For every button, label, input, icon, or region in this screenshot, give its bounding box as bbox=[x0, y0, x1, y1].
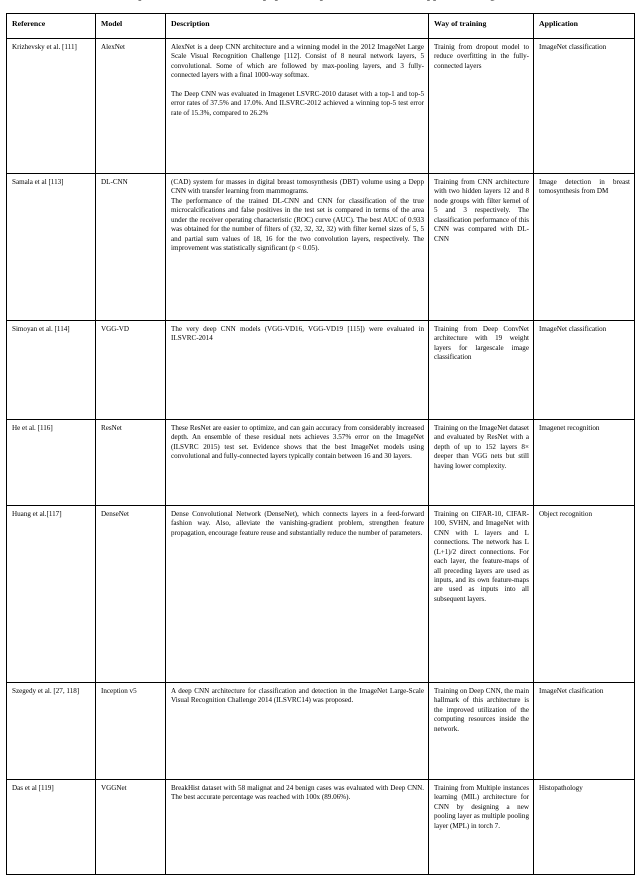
description-paragraph: A deep CNN architecture for classification and detection in the ImageNet Large-Scale Visual Recognition Challenge 2014 (ILSVRC14) was proposed. bbox=[171, 687, 424, 705]
cell-description bbox=[166, 420, 429, 506]
cell-description bbox=[166, 780, 429, 875]
description-paragraph: Dense Convolutional Network (DenseNet), which connects layers in a feed-forward fashion way. Also, alleviate the vanishing-gradient problem, strengthen feature propagation, encourage feature reuse and substantially reduce the number of parameters. bbox=[171, 510, 424, 537]
cell-model: DL-CNN bbox=[96, 174, 166, 321]
description-paragraph: The very deep CNN models (VGG-VD16, VGG-VD19 [115]) were evaluated in ILSVRC-2014 bbox=[171, 325, 424, 343]
cell-application: ImageNet clasification bbox=[534, 683, 635, 780]
cell-way-of-training: Training from Deep ConvNet architecture with 19 weight layers for largescale image classification bbox=[429, 321, 534, 420]
cell-way-of-training: Training on CIFAR-10, CIFAR-100, SVHN, and ImageNet with CNN with L layers and L connections. The network has L (L+1)/2 direct connections. For each layer, the feature-maps of all preceding layers are used as inputs, and its own feature-maps are used as inputs into all subsequent layers. bbox=[429, 506, 534, 683]
cell-reference: Simoyan et al. [114] bbox=[7, 321, 96, 420]
cell-reference: He et al. [116] bbox=[7, 420, 96, 506]
description-paragraph: (CAD) system for masses in digital breast tomosynthesis (DBT) volume using a Depp CNN with transfer learning from mammograms. bbox=[171, 178, 424, 196]
column-header-way-of-training: Way of training bbox=[429, 14, 534, 39]
cell-model: Inception v5 bbox=[96, 683, 166, 780]
cell-application: Imagenet recognition bbox=[534, 420, 635, 506]
cell-application: ImageNet classification bbox=[534, 39, 635, 174]
cell-description bbox=[166, 506, 429, 683]
description-paragraph: AlexNet is a deep CNN architecture and a winning model in the 2012 ImageNet Large Scale Visual Recognition Challenge [112]. Consist of 8 neural network layers, 5 convolutional. Some of which are followed by max-pooling layers, and 3 fully-connected layers with a final 1000-way softmax. bbox=[171, 43, 424, 80]
table-row bbox=[7, 321, 635, 420]
table-row bbox=[7, 780, 635, 875]
cell-reference: Krizhevsky et al. [111] bbox=[7, 39, 96, 174]
cell-model: VGG-VD bbox=[96, 321, 166, 420]
column-header-application: Application bbox=[534, 14, 635, 39]
cell-way-of-training: Training from Multiple instances learning (MIL) architecture for CNN by designing a new pooling layer as multiple pooling layer (MPL) in torch 7. bbox=[429, 780, 534, 875]
table-header-row bbox=[7, 14, 635, 39]
cell-reference: Samala et al [113] bbox=[7, 174, 96, 321]
cell-reference: Szegedy et al. [27, 118] bbox=[7, 683, 96, 780]
column-header-reference: Reference bbox=[7, 14, 96, 39]
table-body bbox=[7, 39, 635, 875]
cell-application: ImageNet classification bbox=[534, 321, 635, 420]
table-row bbox=[7, 420, 635, 506]
table-head bbox=[7, 14, 635, 39]
description-paragraph: BreakHist dataset with 58 malignat and 24 benign cases was evaluated with Deep CNN. The best accurate percentage was reached with 100x (89.06%). bbox=[171, 784, 424, 802]
cell-description bbox=[166, 174, 429, 321]
cell-application: Object recognition bbox=[534, 506, 635, 683]
cnn-architectures-comparison-table bbox=[6, 13, 635, 875]
cell-model: ResNet bbox=[96, 420, 166, 506]
cell-model: VGGNet bbox=[96, 780, 166, 875]
cell-way-of-training: Training on Deep CNN, the main hallmark of this architecture is the improved utilization of the computing resources inside the network. bbox=[429, 683, 534, 780]
cell-way-of-training: Trainig from dropout model to reduce overfitting in the fully-connected layers bbox=[429, 39, 534, 174]
column-header-description: Description bbox=[166, 14, 429, 39]
table-caption bbox=[40, 0, 600, 1]
description-paragraph: These ResNet are easier to optimize, and can gain accuracy from considerably increased depth. An ensemble of these residual nets achieves 3.57% error on the ImageNet (ILSVRC 2015) test set. Evidence shows that the best ImageNet models using convolutional and fully-connected layers typically contain between 16 and 30 layers. bbox=[171, 424, 424, 461]
cell-reference: Huang et al.[117] bbox=[7, 506, 96, 683]
cell-description bbox=[166, 683, 429, 780]
cell-way-of-training: Training on the ImageNet dataset and evaluated by ResNet with a depth of up to 152 layers 8× deeper than VGG nets but still having lower complexity. bbox=[429, 420, 534, 506]
column-header-model: Model bbox=[96, 14, 166, 39]
cell-application: Image detection in breast tomosynthesis from DM bbox=[534, 174, 635, 321]
table-row bbox=[7, 174, 635, 321]
cell-model: AlexNet bbox=[96, 39, 166, 174]
cell-description bbox=[166, 321, 429, 420]
cell-model: DenseNet bbox=[96, 506, 166, 683]
cell-reference: Das et al [119] bbox=[7, 780, 96, 875]
description-paragraph: The Deep CNN was evaluated in Imagenet LSVRC-2010 dataset with a top-1 and top-5 error rates of 37.5% and 17.0%. And ILSVRC-2012 achieved a winning top-5 test error rate of 15.3%, compared to 26.2% bbox=[171, 89, 424, 117]
table-row bbox=[7, 39, 635, 174]
cell-way-of-training: Training from CNN architecture with two hidden layers 12 and 8 node groups with filter kernel of 5 and 3 respectively. The classification performance of this CNN was compared with DL-CNN bbox=[429, 174, 534, 321]
table-caption-strip bbox=[0, 0, 640, 13]
table-row bbox=[7, 683, 635, 780]
cell-description bbox=[166, 39, 429, 174]
description-paragraph: The performance of the trained DL-CNN and CNN for classification of the true microcalcifications and false positives in the test set is compared in terms of the area under the receiver operating characteristic (ROC) curve (AUC). The best AUC of 0.933 was obtained for the number of filters of (32, 32, 32, 32) with filter kernel sizes of 5, 5 and partial sum values of 18, 16 for the two convolution layers, respectively. The improvement was statistically significant (p < 0.05). bbox=[171, 196, 424, 252]
table-row bbox=[7, 506, 635, 683]
cell-application: Histopathology bbox=[534, 780, 635, 875]
